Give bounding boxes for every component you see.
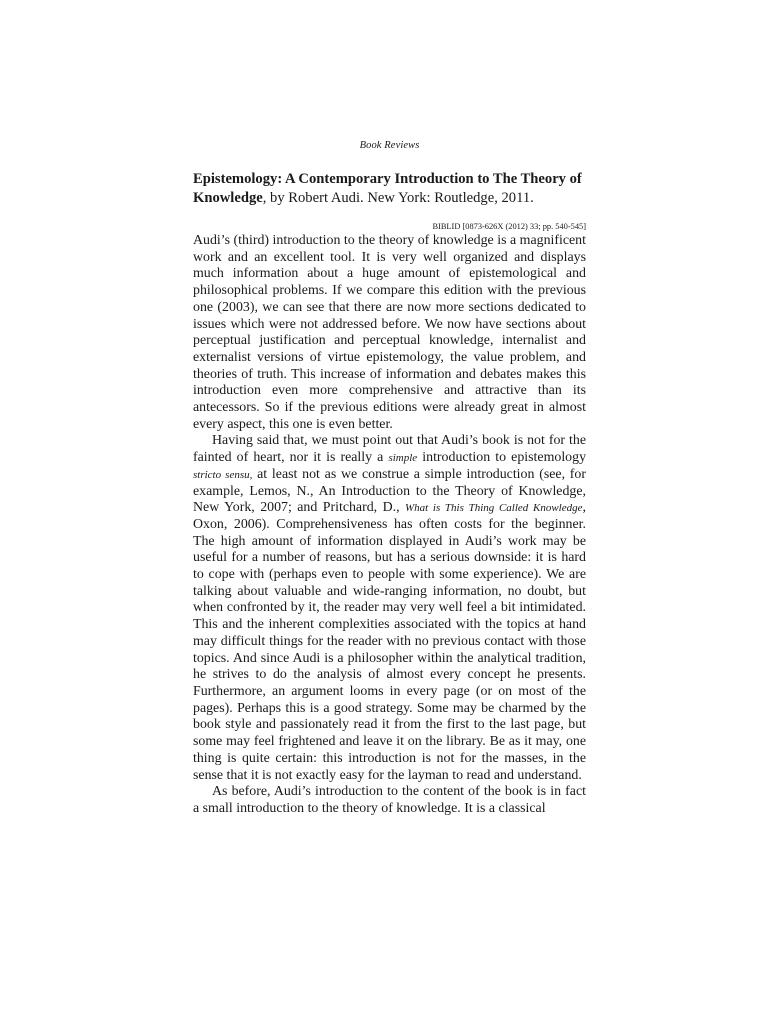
review-body — [193, 233, 586, 818]
emphasis-stricto-sensu: stricto sensu, — [193, 468, 253, 481]
running-head: Book Reviews — [359, 140, 420, 151]
paragraph-2-text-d: , Oxon, 2006). Comprehensiveness has often costs for the beginner. The high amount of information displayed in Audi’s work may be useful for a number of reasons, but has a serious downside: it is hard to cope with (perhaps even to people with some experience). We are talking about valuable and wide-ranging information, no doubt, but when confronted by it, the reader may very well feel a bit intimidated. This and the inherent complexities associated with the topics at hand may difficult things for the reader with no previous contact with those topics. And since Audi is a philosopher within the analytical tradition, he strives to do the analysis of almost every concept he presents. Furthermore, an argument looms in every page (or on most of the pages). Perhaps this is a good strategy. Some may be charmed by the book style and passionately read it from the first to the last page, but some may feel frightened and leave it on the library. Be as it may, one thing is quite certain: this introduction is not for the masses, in the sense that it is not exactly easy for the layman to read and understand. — [193, 500, 586, 783]
emphasis-simple: simple — [388, 452, 418, 465]
paragraph-2-text-c: at least not as we construe a simple introduction (see, for example, Lemos, N., An Introduction to the Theory of Knowledge, New York, 2007; and Pritchard, D., — [193, 466, 587, 516]
review-title — [193, 170, 586, 208]
book-citation: , by Robert Audi. New York: Routledge, 2011. — [262, 190, 534, 206]
paragraph-2 — [193, 433, 586, 784]
paragraph-3: As before, Audi’s introduction to the content of the book is in fact a small introduction to the theory of knowledge. It is a classical — [193, 784, 586, 816]
book-title: Epistemology: A Contemporary Introduction to The Theory of Knowledge — [193, 171, 582, 206]
cited-book-title: What is This Thing Called Knowledge — [404, 502, 583, 515]
paragraph-1: Audi’s (third) introduction to the theory of knowledge is a magnificent work and an excellent tool. It is very well organized and displays much information about a huge amount of epistemological and philosophical problems. If we compare this edition with the previous one (2003), we can see that there are now more sections dedicated to issues which were not addressed before. We now have sections about perceptual justification and perceptual knowledge, internalist and externalist versions of virtue epistemology, the value problem, and theories of truth. This increase of information and debates makes this introduction even more comprehensive and attractive than its antecessors. So if the previous editions were already great in almost every aspect, this one is even better. — [193, 233, 586, 432]
paragraph-2-text-b: introduction to epistemology — [417, 450, 587, 466]
paragraph-2-text-a: Having said that, we must point out that Audi’s book is not for the fainted of heart, nor it is really a — [193, 433, 586, 466]
biblid-reference: BIBLID [0873-626X (2012) 33; pp. 540-545] — [432, 222, 586, 231]
